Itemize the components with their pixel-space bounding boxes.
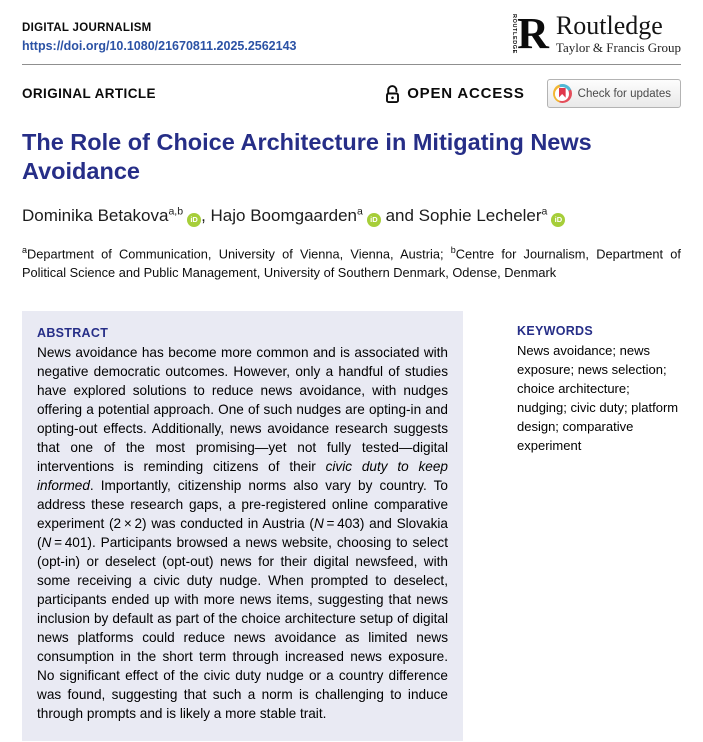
routledge-r-icon: [511, 9, 549, 59]
abstract-box: [22, 311, 463, 741]
keywords-text: News avoidance; news exposure; news selection; choice architecture; nudging; civic duty; platform design; comparative experiment: [517, 343, 679, 454]
article-title: The Role of Choice Architecture in Mitigating News Avoidance: [22, 129, 592, 184]
publisher-wordmark: [556, 12, 681, 56]
author-line: [22, 206, 681, 227]
orcid-icon[interactable]: iD: [187, 213, 201, 227]
masthead: [22, 9, 681, 59]
affiliations: [22, 244, 681, 283]
orcid-icon[interactable]: iD: [551, 213, 565, 227]
journal-identity: [22, 14, 296, 55]
publisher-name: Routledge: [555, 11, 663, 40]
affiliation-marker-b: b: [450, 244, 456, 255]
crossmark-icon: [553, 84, 572, 103]
open-lock-icon: [385, 84, 400, 104]
author-affiliation-marker: a,b: [168, 205, 184, 218]
journal-title: DIGITAL JOURNALISM: [22, 22, 152, 34]
author-affiliation-marker: a: [357, 205, 363, 218]
author-separator: and: [380, 206, 419, 226]
affiliation-b: Centre for Journalism, Department of Political Science and Public Management, University of Southern Denmark, Odense, Denmark: [22, 246, 681, 281]
check-for-updates-button[interactable]: [547, 79, 681, 108]
publisher-tagline: Taylor & Francis Group: [555, 40, 681, 56]
author-affiliation-marker: a: [541, 205, 548, 218]
keywords-panel: [517, 311, 681, 741]
affiliation-a: Department of Communication, University of Vienna, Vienna, Austria;: [27, 246, 451, 262]
check-for-updates-label: Check for updates: [577, 87, 671, 100]
open-access-badge: [385, 84, 524, 104]
affiliation-marker-a: a: [22, 244, 28, 255]
routledge-vertical-text: ROUTLEDGE: [511, 14, 518, 55]
routledge-r-letter: R: [517, 9, 549, 59]
author-name: Sophie Lecheler: [418, 206, 542, 226]
author: [211, 206, 419, 225]
author-name: Hajo Boomgaarden: [210, 206, 358, 226]
abstract-text: News avoidance has become more common and is associated with negative democratic outcomes. However, only a handful of studies have explored solutions to reduce news avoidance, with nudges offering a potential approach. One of such nudges are opting-in and opting-out effects. Additionally, news avoidance research suggests that one of the most promising—yet not fully tested—digital interventions is reminding citizens of their civic duty to keep informed. Importantly, citizenship norms also vary by country. To address these research gaps, a pre-registered online comparative experiment (2 × 2) was conducted in Austria (N = 403) and Slovakia (N = 401). Participants browsed a news website, choosing to select (opt-in) or deselect (opt-out) news for their digital newsfeed, with some receiving a civic duty nudge. When prompted to deselect, participants ended up with more news items, suggesting that news inclusion by default as part of the choice architecture setup of digital news platforms could reduce news avoidance as limited news consumption in the short term through increased news exposure. No significant effect of the civic duty nudge or a country difference was found, suggesting that such a norm is challenging to induce through prompts and is likely a more stable trait.: [37, 345, 448, 722]
routledge-logo: [511, 9, 681, 59]
author-name: Dominika Betakova: [22, 206, 169, 226]
keywords-heading: KEYWORDS: [517, 324, 594, 339]
author: [419, 206, 566, 225]
author-separator: ,: [201, 206, 211, 226]
article-type-label: ORIGINAL ARTICLE: [22, 86, 156, 102]
header-divider: [22, 64, 681, 65]
meta-row: [22, 79, 681, 108]
open-access-label: OPEN ACCESS: [407, 85, 525, 103]
author: [22, 206, 211, 225]
doi-link[interactable]: https://doi.org/10.1080/21670811.2025.2562143: [22, 39, 297, 53]
meta-badges: [385, 79, 681, 108]
orcid-icon[interactable]: iD: [367, 213, 381, 227]
abstract-heading: ABSTRACT: [37, 326, 109, 341]
abstract-keywords-section: [22, 311, 681, 741]
